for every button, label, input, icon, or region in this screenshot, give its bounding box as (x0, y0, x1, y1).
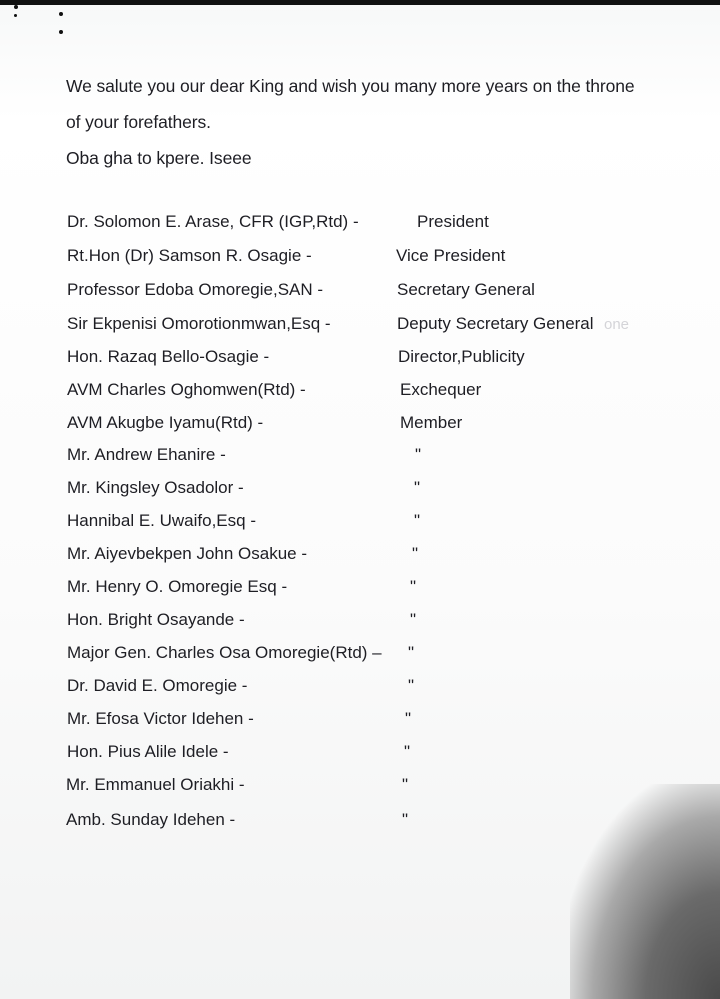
signatory-role: Deputy Secretary General (397, 314, 594, 333)
signatory-name: Hannibal E. Uwaifo,Esq - (67, 511, 256, 530)
signatory-row (0, 242, 720, 270)
signatory-role: Secretary General (397, 280, 535, 299)
signatory-role: Exchequer (400, 380, 482, 399)
signatory-role: " (404, 742, 411, 761)
signatory-row (0, 507, 720, 535)
signatory-row (0, 606, 720, 634)
signatory-role: President (417, 212, 489, 231)
signatory-name: Mr. Henry O. Omoregie Esq - (67, 577, 288, 596)
salute-line-2: of your forefathers. (66, 112, 211, 132)
signatory-role: " (408, 676, 415, 695)
signatory-name: Dr. Solomon E. Arase, CFR (IGP,Rtd) - (67, 212, 359, 231)
signatory-row (0, 343, 720, 371)
signatory-name: Sir Ekpenisi Omorotionmwan,Esq - (67, 314, 331, 333)
signatory-name: Mr. Andrew Ehanire - (67, 445, 226, 464)
signatory-row (0, 409, 720, 437)
signatory-role: " (410, 610, 417, 629)
signatory-row (0, 806, 720, 834)
signatory-name: Dr. David E. Omoregie - (67, 676, 248, 695)
closing-line: Oba gha to kpere. Iseee (66, 148, 252, 168)
signatory-name: Mr. Emmanuel Oriakhi - (66, 775, 245, 794)
signatory-row (0, 376, 720, 404)
signatory-name: Mr. Efosa Victor Idehen - (67, 709, 254, 728)
signatory-name: AVM Charles Oghomwen(Rtd) - (67, 380, 306, 399)
signatory-role: " (414, 478, 421, 497)
signatory-row (0, 738, 720, 766)
signatory-role: " (408, 643, 415, 662)
signatory-role: " (402, 810, 409, 829)
signatory-role: " (405, 709, 412, 728)
signatory-row (0, 474, 720, 502)
signatory-role: " (410, 577, 417, 596)
signatory-row (0, 441, 720, 469)
signatory-row (0, 540, 720, 568)
salute-line-1: We salute you our dear King and wish you many more years on the throne (66, 76, 635, 96)
signatory-role: Member (400, 413, 463, 432)
signatory-role: " (412, 544, 419, 563)
signatory-name: Professor Edoba Omoregie,SAN - (67, 280, 324, 299)
signatory-row (0, 639, 720, 667)
signatory-row (0, 705, 720, 733)
signatory-role: Vice President (396, 246, 506, 265)
signatory-row (0, 573, 720, 601)
signatory-name: Amb. Sunday Idehen - (66, 810, 236, 829)
bleed-through-text: one (604, 316, 630, 333)
signatory-name: Hon. Bright Osayande - (67, 610, 245, 629)
signatory-name: Hon. Razaq Bello-Osagie - (67, 347, 270, 366)
signatory-name: Rt.Hon (Dr) Samson R. Osagie - (67, 246, 312, 265)
signatory-row (0, 276, 720, 304)
signatory-name: Major Gen. Charles Osa Omoregie(Rtd) – (67, 643, 382, 662)
signatory-row (0, 771, 720, 799)
signatory-row (0, 672, 720, 700)
signatory-row (0, 208, 720, 236)
signatory-name: Mr. Kingsley Osadolor - (67, 478, 244, 497)
signatory-name: Mr. Aiyevbekpen John Osakue - (67, 544, 308, 563)
signatory-role: " (402, 775, 409, 794)
signatory-name: AVM Akugbe Iyamu(Rtd) - (67, 413, 264, 432)
signatory-role: " (414, 511, 421, 530)
signatory-name: Hon. Pius Alile Idele - (67, 742, 229, 761)
signatory-role: Director,Publicity (398, 347, 525, 366)
signatory-role: " (415, 445, 422, 464)
